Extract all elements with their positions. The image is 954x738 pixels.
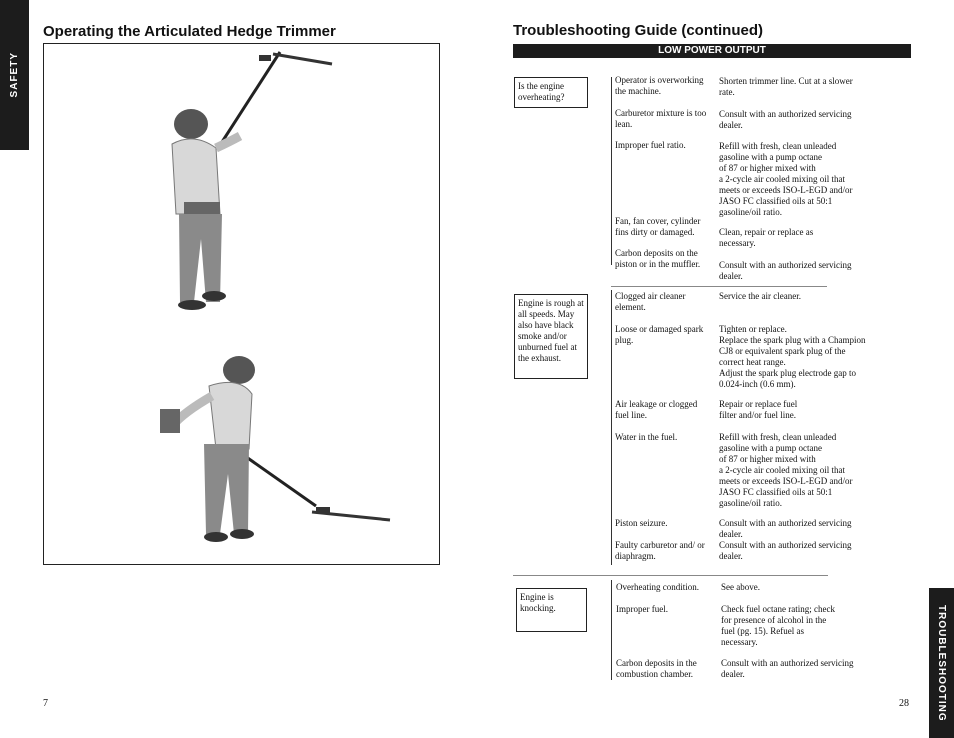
- remedy-text: Clean, repair or replace as necessary.: [719, 227, 814, 248]
- hedge-trimmer-photo-frame: [43, 43, 440, 565]
- remedy-text: Refill with fresh, clean unleaded gasoline with a pump octane of 87 or higher mixed with a 2-cycle air cooled mixing oil that meets or exceeds ISO-L-EGD and/or JASO FC classified oils at 50:1 gasoline/oil ratio.: [719, 432, 853, 508]
- cause-text: Carbon deposits in the combustion chamber.: [616, 658, 697, 679]
- section-divider: [513, 575, 828, 576]
- remedy-text: Repair or replace fuel filter and/or fuel line.: [719, 399, 798, 420]
- remedy-text: Consult with an authorized servicing dealer.: [719, 109, 852, 130]
- remedy-text: Consult with an authorized servicing dealer.: [719, 518, 852, 539]
- bracket-line: [611, 580, 612, 680]
- right-page-number: 28: [899, 698, 909, 709]
- remedy-text: Consult with an authorized servicing dealer.: [719, 260, 852, 281]
- remedy-text: Tighten or replace. Replace the spark plug with a Champion CJ8 or equivalent spark plug of the correct heat range. Adjust the spark plug electrode gap to 0.024-inch (0.6 mm).: [719, 324, 866, 389]
- left-page-title: Operating the Articulated Hedge Trimmer: [43, 23, 336, 40]
- cause-text: Faulty carburetor and/ or diaphragm.: [615, 540, 705, 561]
- cause-text: Piston seizure.: [615, 518, 668, 528]
- cause-text: Carburetor mixture is too lean.: [615, 108, 707, 129]
- right-page-title: Troubleshooting Guide (continued): [513, 22, 763, 39]
- remedy-text: Shorten trimmer line. Cut at a slower rate.: [719, 76, 853, 97]
- remedy-text: See above.: [721, 582, 760, 592]
- side-tab-safety: SAFETY: [0, 0, 29, 150]
- operator-raised-trimmer-figure: [172, 52, 332, 310]
- cause-text: Clogged air cleaner element.: [615, 291, 686, 312]
- cause-text: Overheating condition.: [616, 582, 699, 592]
- section-divider: [611, 286, 827, 287]
- cause-text: Water in the fuel.: [615, 432, 678, 442]
- remedy-text: Check fuel octane rating; check for presence of alcohol in the fuel (pg. 15). Refuel as necessary.: [721, 604, 835, 647]
- cause-text: Loose or damaged spark plug.: [615, 324, 704, 345]
- bracket-line: [611, 290, 612, 565]
- remedy-text: Service the air cleaner.: [719, 291, 801, 301]
- problem-box-knocking: Engine is knocking.: [516, 588, 587, 632]
- operator-illustration: [44, 44, 439, 564]
- operator-lowered-trimmer-figure: [160, 356, 390, 542]
- problem-box-rough-engine: Engine is rough at all speeds. May also have black smoke and/or unburned fuel at the exhaust.: [514, 294, 588, 379]
- cause-text: Fan, fan cover, cylinder fins dirty or damaged.: [615, 216, 701, 237]
- cause-text: Improper fuel ratio.: [615, 140, 686, 150]
- remedy-text: Refill with fresh, clean unleaded gasoline with a pump octane of 87 or higher mixed with a 2-cycle air cooled mixing oil that meets or exceeds ISO-L-EGD and/or JASO FC classified oils at 50:1 gasoline/oil ratio.: [719, 141, 853, 217]
- cause-text: Operator is overworking the machine.: [615, 75, 704, 96]
- bracket-line: [611, 77, 612, 265]
- remedy-text: Consult with an authorized servicing dealer.: [721, 658, 854, 679]
- problem-box-overheating: Is the engine overheating?: [514, 77, 588, 108]
- left-page-number: 7: [43, 698, 48, 709]
- cause-text: Carbon deposits on the piston or in the muffler.: [615, 248, 701, 269]
- cause-text: Air leakage or clogged fuel line.: [615, 399, 698, 420]
- remedy-text: Consult with an authorized servicing dealer.: [719, 540, 852, 561]
- cause-text: Improper fuel.: [616, 604, 668, 614]
- section-banner: LOW POWER OUTPUT: [513, 44, 911, 58]
- side-tab-troubleshooting: TROUBLESHOOTING: [929, 588, 954, 738]
